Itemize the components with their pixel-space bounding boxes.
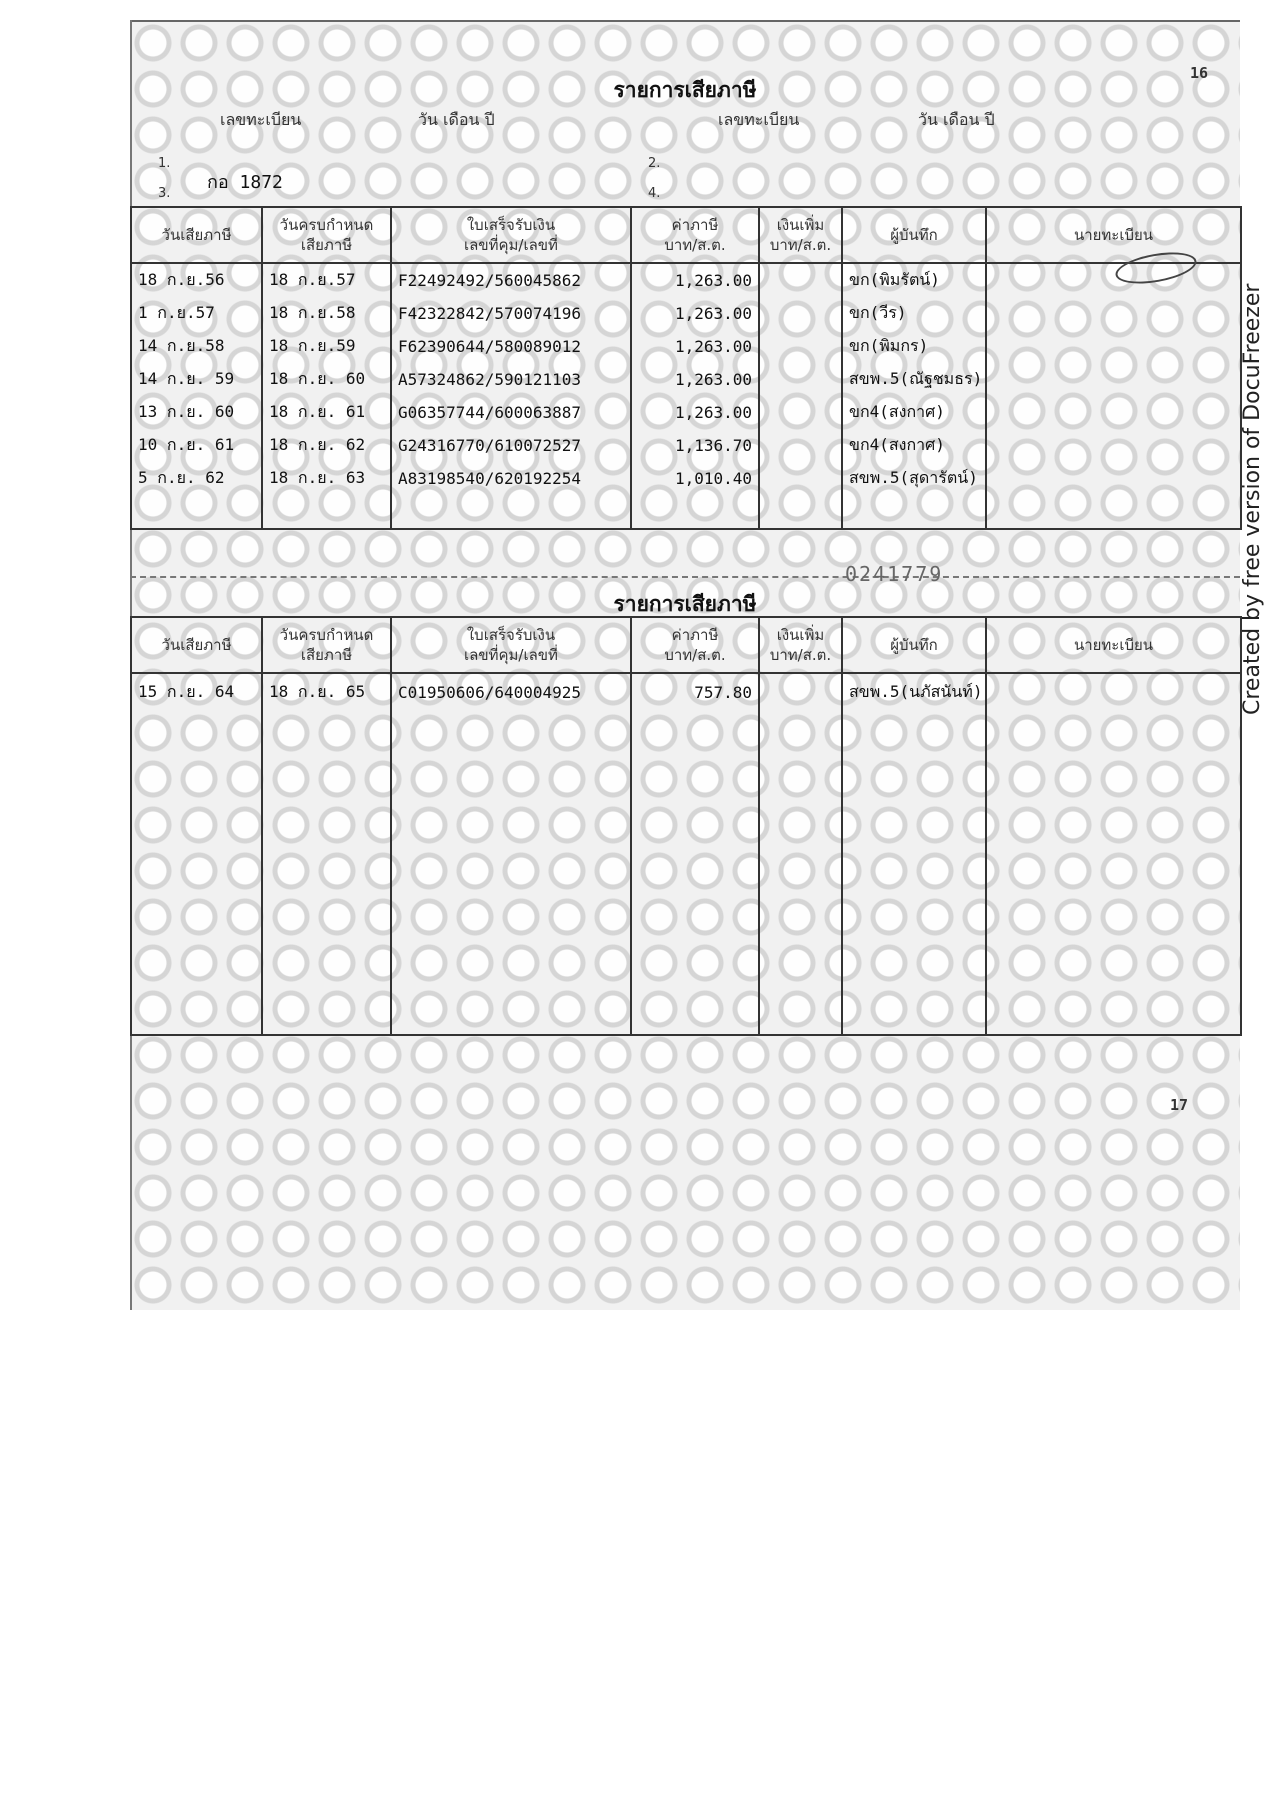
section1-title: รายการเสียภาษี bbox=[613, 77, 757, 102]
table-cell: 13 ก.ย. 60 bbox=[131, 396, 262, 429]
table-cell bbox=[391, 746, 631, 782]
column-header-pay-date: วันเสียภาษี bbox=[131, 617, 262, 673]
table-cell: 1,263.00 bbox=[631, 330, 759, 363]
table-cell: 18 ก.ย.56 bbox=[131, 263, 262, 297]
table-cell bbox=[759, 396, 842, 429]
table-cell bbox=[842, 818, 986, 854]
table-cell bbox=[131, 926, 262, 962]
table-cell bbox=[842, 495, 986, 529]
table-cell: A57324862/590121103 bbox=[391, 363, 631, 396]
table-row bbox=[131, 926, 1241, 962]
table-cell bbox=[842, 710, 986, 746]
table-cell: 1,263.00 bbox=[631, 396, 759, 429]
table-cell: 757.80 bbox=[631, 673, 759, 710]
table-cell: 18 ก.ย. 60 bbox=[262, 363, 391, 396]
table-cell bbox=[759, 297, 842, 330]
table-row bbox=[131, 962, 1241, 998]
tax-payment-table-1 bbox=[130, 206, 1242, 530]
table-row bbox=[131, 890, 1241, 926]
table-cell: C01950606/640004925 bbox=[391, 673, 631, 710]
table-row bbox=[131, 782, 1241, 818]
table-cell bbox=[759, 746, 842, 782]
table-cell bbox=[631, 890, 759, 926]
table-cell bbox=[631, 854, 759, 890]
table-cell: 14 ก.ย. 59 bbox=[131, 363, 262, 396]
table-cell bbox=[986, 854, 1241, 890]
tax-payment-table-2 bbox=[130, 616, 1242, 1036]
table-cell bbox=[986, 746, 1241, 782]
reg-header-left: เลขทะเบียน bbox=[220, 110, 302, 129]
table-cell bbox=[131, 710, 262, 746]
column-header-due-date: วันครบกำหนด เสียภาษี bbox=[262, 617, 391, 673]
column-header-tax-amount: ค่าภาษี บาท/ส.ต. bbox=[631, 617, 759, 673]
reg-slot-1: 1. bbox=[158, 156, 171, 171]
serial-number: 0241779 bbox=[845, 562, 944, 586]
table-cell bbox=[986, 462, 1241, 495]
table-cell bbox=[842, 890, 986, 926]
table-cell bbox=[631, 962, 759, 998]
table-cell bbox=[631, 710, 759, 746]
table-cell: 1,263.00 bbox=[631, 263, 759, 297]
table-cell: G24316770/610072527 bbox=[391, 429, 631, 462]
table-row bbox=[131, 998, 1241, 1035]
table-cell bbox=[759, 330, 842, 363]
column-header-surcharge: เงินเพิ่ม บาท/ส.ต. bbox=[759, 617, 842, 673]
table-cell bbox=[759, 926, 842, 962]
reg-slot-3: 3. bbox=[158, 186, 171, 201]
table-cell bbox=[986, 429, 1241, 462]
table-cell: สขพ.5(สุดารัตน์) bbox=[842, 462, 986, 495]
table-cell: สขพ.5(นภัสนันท์) bbox=[842, 673, 986, 710]
table-cell: สขพ.5(ณัฐชมธร) bbox=[842, 363, 986, 396]
reg-header-right: เลขทะเบียน bbox=[718, 110, 800, 129]
table-row bbox=[131, 429, 1241, 462]
column-header-surcharge: เงินเพิ่ม บาท/ส.ต. bbox=[759, 207, 842, 263]
table-row bbox=[131, 396, 1241, 429]
table-row bbox=[131, 854, 1241, 890]
perforation-line bbox=[130, 576, 1240, 578]
table-cell bbox=[131, 782, 262, 818]
table-cell bbox=[986, 495, 1241, 529]
table-cell bbox=[131, 818, 262, 854]
table-cell: 14 ก.ย.58 bbox=[131, 330, 262, 363]
table-row bbox=[131, 710, 1241, 746]
table-cell: 18 ก.ย. 61 bbox=[262, 396, 391, 429]
table-cell bbox=[759, 998, 842, 1035]
table-cell bbox=[131, 998, 262, 1035]
table-cell bbox=[391, 495, 631, 529]
table-cell bbox=[986, 263, 1241, 297]
table-cell bbox=[759, 429, 842, 462]
table-cell bbox=[131, 854, 262, 890]
table-cell bbox=[391, 710, 631, 746]
table-cell bbox=[842, 746, 986, 782]
table-cell bbox=[631, 998, 759, 1035]
table-cell bbox=[759, 263, 842, 297]
table-cell: 18 ก.ย.59 bbox=[262, 330, 391, 363]
table-cell: F22492492/560045862 bbox=[391, 263, 631, 297]
table-cell bbox=[262, 962, 391, 998]
table-cell bbox=[759, 710, 842, 746]
table-cell bbox=[631, 926, 759, 962]
table-cell: ขก(วีร) bbox=[842, 297, 986, 330]
table-cell: 18 ก.ย.58 bbox=[262, 297, 391, 330]
table-cell: G06357744/600063887 bbox=[391, 396, 631, 429]
table-cell bbox=[262, 998, 391, 1035]
column-header-registrar: นายทะเบียน bbox=[986, 617, 1241, 673]
date-header-left: วัน เดือน ปี bbox=[418, 110, 495, 129]
table-row bbox=[131, 818, 1241, 854]
table-cell bbox=[759, 818, 842, 854]
table-cell bbox=[262, 495, 391, 529]
table-cell bbox=[391, 962, 631, 998]
table-cell bbox=[391, 782, 631, 818]
column-header-receipt: ใบเสร็จรับเงิน เลขที่คุม/เลขที่ bbox=[391, 617, 631, 673]
table-cell: ขก(พิมรัตน์) bbox=[842, 263, 986, 297]
table-cell bbox=[262, 710, 391, 746]
table-cell bbox=[262, 926, 391, 962]
table-cell: ขก4(สงกาศ) bbox=[842, 396, 986, 429]
table-cell bbox=[262, 782, 391, 818]
reg-slot-4: 4. bbox=[648, 186, 661, 201]
registration-plate: กอ 1872 bbox=[207, 172, 283, 193]
table-cell: 1 ก.ย.57 bbox=[131, 297, 262, 330]
page-number-top: 16 bbox=[1190, 64, 1209, 82]
table-cell bbox=[391, 818, 631, 854]
date-header-right: วัน เดือน ปี bbox=[918, 110, 995, 129]
table-row bbox=[131, 746, 1241, 782]
table-cell bbox=[262, 746, 391, 782]
table-cell bbox=[986, 673, 1241, 710]
table-cell bbox=[759, 495, 842, 529]
table-cell bbox=[986, 926, 1241, 962]
column-header-recorder: ผู้บันทึก bbox=[842, 617, 986, 673]
table-cell bbox=[131, 962, 262, 998]
table-cell: 1,263.00 bbox=[631, 363, 759, 396]
table-cell: 18 ก.ย. 65 bbox=[262, 673, 391, 710]
table-cell bbox=[262, 890, 391, 926]
table-cell bbox=[986, 396, 1241, 429]
table-row bbox=[131, 297, 1241, 330]
column-header-receipt: ใบเสร็จรับเงิน เลขที่คุม/เลขที่ bbox=[391, 207, 631, 263]
table-cell: 5 ก.ย. 62 bbox=[131, 462, 262, 495]
table-cell bbox=[842, 782, 986, 818]
table-cell: 1,136.70 bbox=[631, 429, 759, 462]
column-header-tax-amount: ค่าภาษี บาท/ส.ต. bbox=[631, 207, 759, 263]
table-row bbox=[131, 330, 1241, 363]
table-cell bbox=[391, 998, 631, 1035]
table-cell: 15 ก.ย. 64 bbox=[131, 673, 262, 710]
table-cell bbox=[262, 854, 391, 890]
watermark-text: Created by free version of DocuFreezer bbox=[1240, 283, 1265, 715]
table-cell bbox=[986, 962, 1241, 998]
table-cell bbox=[842, 998, 986, 1035]
section2-title: รายการเสียภาษี bbox=[613, 591, 757, 616]
table-cell bbox=[986, 710, 1241, 746]
table-cell bbox=[986, 818, 1241, 854]
table-row bbox=[131, 363, 1241, 396]
table-cell bbox=[759, 462, 842, 495]
table-cell: 18 ก.ย.57 bbox=[262, 263, 391, 297]
table-cell bbox=[759, 363, 842, 396]
table-cell bbox=[986, 297, 1241, 330]
page-top-border bbox=[130, 20, 1240, 22]
table-row bbox=[131, 263, 1241, 297]
table-cell bbox=[986, 890, 1241, 926]
table-cell: F62390644/580089012 bbox=[391, 330, 631, 363]
table-cell bbox=[131, 890, 262, 926]
table-cell bbox=[131, 746, 262, 782]
table-row bbox=[131, 673, 1241, 710]
reg-slot-2: 2. bbox=[648, 156, 661, 171]
table-header-row bbox=[131, 207, 1241, 263]
table-cell: ขก(พิมกร) bbox=[842, 330, 986, 363]
table-row bbox=[131, 495, 1241, 529]
table-cell: 1,263.00 bbox=[631, 297, 759, 330]
table-cell: A83198540/620192254 bbox=[391, 462, 631, 495]
table-cell bbox=[759, 962, 842, 998]
column-header-pay-date: วันเสียภาษี bbox=[131, 207, 262, 263]
table-cell bbox=[391, 926, 631, 962]
table-cell bbox=[262, 818, 391, 854]
table-cell bbox=[759, 673, 842, 710]
table-cell: 10 ก.ย. 61 bbox=[131, 429, 262, 462]
table-cell: 18 ก.ย. 62 bbox=[262, 429, 391, 462]
table-header-row bbox=[131, 617, 1241, 673]
table-cell bbox=[986, 998, 1241, 1035]
table-cell bbox=[631, 495, 759, 529]
table-cell bbox=[131, 495, 262, 529]
table-cell: F42322842/570074196 bbox=[391, 297, 631, 330]
column-header-registrar: นายทะเบียน bbox=[986, 207, 1241, 263]
column-header-recorder: ผู้บันทึก bbox=[842, 207, 986, 263]
table-cell bbox=[631, 818, 759, 854]
table-cell bbox=[391, 854, 631, 890]
table-cell bbox=[391, 890, 631, 926]
table-cell: 18 ก.ย. 63 bbox=[262, 462, 391, 495]
page-number-bottom: 17 bbox=[1170, 1096, 1189, 1114]
table-cell bbox=[842, 854, 986, 890]
table-cell bbox=[842, 926, 986, 962]
table-cell bbox=[759, 854, 842, 890]
table-cell bbox=[986, 782, 1241, 818]
document-page bbox=[130, 20, 1240, 1310]
table-cell bbox=[631, 782, 759, 818]
table-cell: ขก4(สงกาศ) bbox=[842, 429, 986, 462]
table-cell bbox=[631, 746, 759, 782]
table-row bbox=[131, 462, 1241, 495]
table-cell bbox=[759, 890, 842, 926]
table-cell bbox=[842, 962, 986, 998]
table-cell bbox=[759, 782, 842, 818]
table-cell bbox=[986, 363, 1241, 396]
table-cell: 1,010.40 bbox=[631, 462, 759, 495]
table-cell bbox=[986, 330, 1241, 363]
column-header-due-date: วันครบกำหนด เสียภาษี bbox=[262, 207, 391, 263]
